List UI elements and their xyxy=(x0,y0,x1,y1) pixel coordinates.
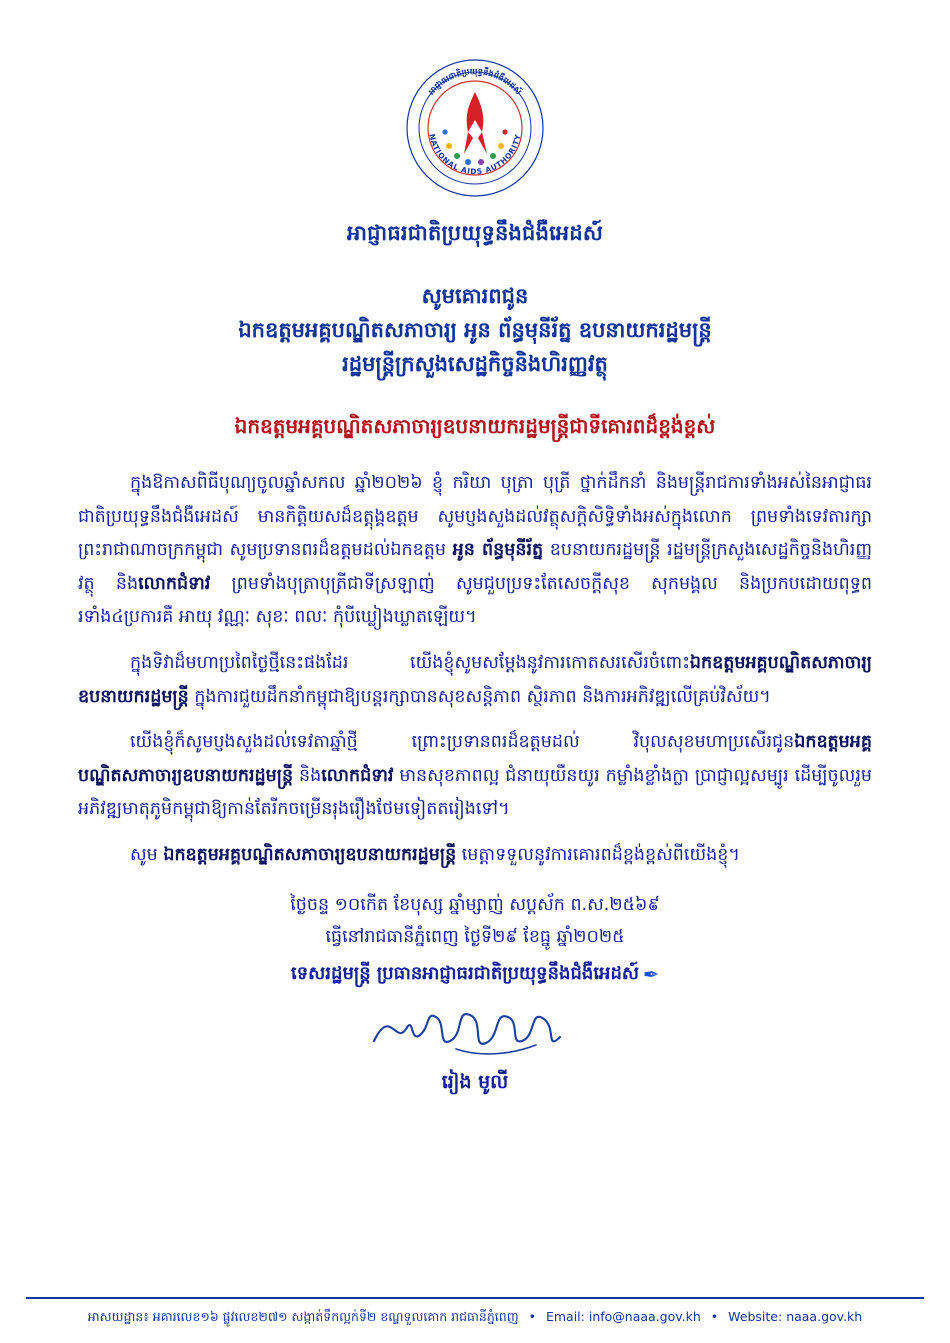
body-paragraph xyxy=(78,647,872,714)
signature-block xyxy=(0,889,950,1101)
footer-website-label: Website: xyxy=(728,1309,783,1325)
body-text: សូម xyxy=(130,844,164,865)
greeting-line-1: សូមគោរពជូន xyxy=(421,284,529,308)
emphasis-name: ឯកឧត្តមអគ្គបណ្ឌិតសភាចារ្យឧបនាយករដ្ឋមន្ត្រី xyxy=(78,653,872,707)
greeting-block xyxy=(0,279,950,381)
handwritten-signature-icon xyxy=(0,993,950,1063)
body-paragraph xyxy=(78,839,872,873)
body-paragraph xyxy=(78,726,872,827)
body-text: មានសុខភាពល្អ ជំនាយុយឺនយូរ កម្លាំងខ្លាំងក្លា ប្រាជ្ញាល្អសម្បូរ ដើម្បីចូលរួមអភិវឌ្ឍមាតុភូមិកម្ពុជាឱ្យកាន់តែរីកចម្រើនរុងរឿងថែមទៀតតរៀងទៅ។ xyxy=(78,765,872,820)
body-text: ក្នុងទិវាដ៏មហាប្រពៃថ្ងៃថ្មីនេះផងដែរ យើងខ្ញុំសូមសម្តែងនូវការកោតសរសើរចំពោះ xyxy=(130,653,690,674)
signer-title: ទេសរដ្ឋមន្ត្រី ប្រធានអាជ្ញាធរជាតិប្រយុទ្ធនឹងជំងឺអេដស៍ xyxy=(291,963,640,985)
stamp-icon: ✒ xyxy=(643,964,659,987)
svg-text:អាជ្ញាធរជាតិប្រយុទ្ធនឹងជំងឺអេដ: អាជ្ញាធរជាតិប្រយុទ្ធនឹងជំងឺអេដស៍ xyxy=(426,65,524,97)
body-text: មេត្តាទទួលនូវការគោរពដ៏ខ្ពង់ខ្ពស់ពីយើងខ្ញុំ។ xyxy=(456,844,740,865)
body-text: ព្រមទាំងបុត្រាបុត្រីជាទីស្រឡាញ់ សូមជួបប្រទះតែសេចក្តីសុខ សុកមង្គល និងប្រកបដោយពុទ្ធពរទាំង៤ប្រការគឺ អាយុ វណ្ណៈ សុខៈ ពលៈ កុំបីឃ្លៀងឃ្លាតឡើយ។ xyxy=(78,573,872,628)
place-and-date: ធ្វើនៅរាជធានីភ្នំពេញ ថ្ងៃទី២៩ ខែធ្នូ ឆ្នាំ២០២៥ xyxy=(325,926,625,947)
emphasis-name: ឯកឧត្តមអគ្គបណ្ឌិតសភាចារ្យឧបនាយករដ្ឋមន្ត្រី xyxy=(163,844,457,865)
footer-divider xyxy=(26,1297,924,1299)
body-text: និង xyxy=(293,765,322,786)
emphasis-name: លោកជំទាវ xyxy=(321,765,394,786)
subject-heading: ឯកឧត្តមអគ្គបណ្ឌិតសភាចារ្យឧបនាយករដ្ឋមន្ត្រីជាទីគោរពដ៏ខ្ពង់ខ្ពស់ xyxy=(234,414,716,439)
signer-title-row xyxy=(0,953,950,993)
body-text: ក្នុងឱកាសពិធីបុណ្យចូលឆ្នាំសកល ឆ្នាំ២០២៦ ខ្ញុំ ករិយា បុត្រា បុត្រី ថ្នាក់ដឹកនាំ និងមន្ត្រីរាជការទាំងអស់នៃអាជ្ញាធរជាតិប្រយុទ្ធនឹងជំងឺអេដស៍ មានកិត្តិយសដ៏ឧត្តុង្គឧត្តម សូមប្ញងសួងដល់វត្ថុសក្តិសិទ្ធិទាំងអស់ក្នុងលោក ព្រមទាំងទេវតារក្សាព្រះរាជាណាចក្រកម្ពុជា សូមប្រទានពរដ៏ឧត្តមដល់ឯកឧត្តម xyxy=(78,473,872,561)
footer-separator: • xyxy=(710,1309,719,1325)
greeting-line-3: រដ្ឋមន្ត្រីក្រសួងសេដ្ឋកិច្ចនិងហិរញ្ញវត្ថុ xyxy=(342,352,608,377)
svg-text:NATIONAL AIDS AUTHORITY: NATIONAL AIDS AUTHORITY xyxy=(427,133,523,177)
greeting-line-2: ឯកឧត្តមអគ្គបណ្ឌិតសភាចារ្យ អូន ព័ន្ធមុនីរ័ត្ន ឧបនាយករដ្ឋមន្ត្រី xyxy=(238,318,712,343)
footer-address: អាសយដ្ឋាន៖ អគារលេខ១៦ ផ្លូវលេខ២៧១ សង្កាត់ទឹកល្អក់ទី២ ខណ្ឌទួលគោក រាជធានីភ្នំពេញ xyxy=(87,1309,519,1325)
emphasis-name: លោកជំទាវ xyxy=(138,573,211,594)
footer-separator: • xyxy=(528,1309,536,1325)
organization-title: អាជ្ញាធរជាតិប្រយុទ្ធនឹងជំងឺអេដស៍ xyxy=(346,221,604,245)
emphasis-name: អូន ព័ន្ធមុនីរ័ត្ន xyxy=(452,540,544,561)
footer-website[interactable]: naaa.gov.kh xyxy=(786,1309,863,1325)
body-paragraph xyxy=(78,467,872,635)
date-lunar: ថ្ងៃចន្ទ ១០កើត ខែបុស្ស ឆ្នាំម្សាញ់ សប្តស័ក ព.ស.២៥៦៩ xyxy=(290,894,660,915)
letter-body xyxy=(78,467,872,873)
body-text: ក្នុងការជួយដឹកនាំកម្ពុជាឱ្យបន្តរក្សាបានសុខសន្តិភាព ស្ថិរភាព និងការអភិវឌ្ឍលើគ្រប់វិស័យ។ xyxy=(188,686,771,707)
footer xyxy=(0,1308,950,1327)
logo-container xyxy=(0,0,950,198)
body-text: ឧបនាយករដ្ឋមន្ត្រី រដ្ឋមន្ត្រីក្រសួងសេដ្ឋកិច្ចនិងហិរញ្ញវត្ថុ និង xyxy=(78,540,873,594)
signer-name: រៀង មូលី xyxy=(441,1071,509,1094)
emphasis-name: ឯកឧត្តមអគ្គបណ្ឌិតសភាចារ្យឧបនាយករដ្ឋមន្ត្រី xyxy=(78,732,872,786)
footer-email-label: Email: xyxy=(545,1309,585,1325)
body-text: យើងខ្ញុំក៏សូមប្ញងសួងដល់ទេវតាឆ្នាំថ្មី ព្រោះប្រទានពរដ៏ឧត្តមដល់ វិបុលសុខមហាប្រសើរជូន xyxy=(130,732,795,753)
national-aids-authority-seal-icon xyxy=(405,58,545,198)
footer-email[interactable]: info@naaa.gov.kh xyxy=(588,1309,701,1325)
